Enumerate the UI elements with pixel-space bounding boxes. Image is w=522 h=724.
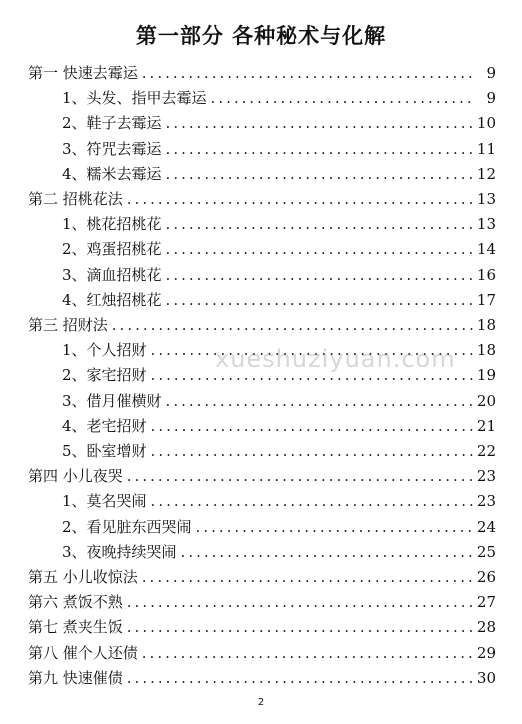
- toc-entry-page-number: 21: [476, 416, 496, 435]
- page-title: 第一部分 各种秘术与化解: [135, 24, 387, 48]
- toc-entry-page-number: 28: [476, 618, 496, 637]
- toc-entry[interactable]: [28, 314, 496, 338]
- toc-entry-label: 2、家宅招财: [62, 366, 147, 385]
- toc-entry-page-number: 9: [486, 64, 496, 82]
- toc-entry[interactable]: [28, 642, 496, 666]
- toc-dot-leader: [151, 417, 473, 435]
- toc-entry-page-number: 20: [476, 391, 496, 410]
- toc-entry-label: 1、个人招财: [62, 341, 147, 360]
- toc-dot-leader: [166, 291, 473, 309]
- watermark-text: xueshuziyuan.com: [215, 345, 456, 373]
- toc-dot-leader: [142, 64, 476, 82]
- toc-entry-label: 1、桃花招桃花: [62, 215, 162, 234]
- toc-entry-page-number: 25: [476, 542, 496, 561]
- toc-entry[interactable]: [28, 591, 496, 615]
- toc-entry-page-number: 14: [476, 240, 496, 259]
- toc-dot-leader: [142, 568, 473, 586]
- toc-entry-page-number: 29: [476, 643, 496, 662]
- toc-entry-page-number: 13: [476, 190, 496, 208]
- toc-dot-leader: [181, 543, 473, 561]
- toc-dot-leader: [127, 669, 473, 687]
- toc-entry-page-number: 18: [476, 341, 496, 360]
- toc-dot-leader: [142, 644, 473, 662]
- toc-entry-page-number: 17: [476, 290, 496, 309]
- toc-entry[interactable]: [62, 390, 496, 414]
- toc-entry-label: 第二 招桃花法: [28, 190, 123, 208]
- toc-entry-label: 3、借月催横财: [62, 391, 162, 410]
- toc-entry[interactable]: [62, 163, 496, 187]
- toc-entry[interactable]: [62, 415, 496, 439]
- toc-dot-leader: [151, 492, 473, 510]
- toc-entry-label: 第一 快速去霉运: [28, 64, 138, 82]
- toc-dot-leader: [166, 114, 473, 132]
- toc-entry[interactable]: [28, 62, 496, 86]
- toc-dot-leader: [166, 266, 473, 284]
- toc-entry-label: 4、红烛招桃花: [62, 290, 162, 309]
- toc-dot-leader: [166, 215, 473, 233]
- toc-entry-label: 2、鞋子去霉运: [62, 114, 162, 133]
- toc-entry-label: 第四 小儿夜哭: [28, 467, 123, 486]
- toc-entry[interactable]: [62, 440, 496, 464]
- toc-entry[interactable]: [28, 465, 496, 489]
- toc-entry-page-number: 22: [476, 442, 496, 460]
- toc-entry-page-number: 23: [476, 492, 496, 511]
- toc-entry[interactable]: [28, 566, 496, 590]
- toc-dot-leader: [151, 442, 473, 460]
- toc-dot-leader: [166, 140, 473, 158]
- toc-entry-label: 第六 煮饭不熟: [28, 593, 123, 612]
- toc-entry-label: 4、老宅招财: [62, 416, 147, 435]
- toc-entry-page-number: 10: [476, 114, 496, 133]
- toc-dot-leader: [112, 316, 473, 334]
- toc-entry[interactable]: [28, 616, 496, 640]
- toc-entry-label: 第八 催个人还债: [28, 643, 138, 662]
- toc-entry-page-number: 23: [476, 467, 496, 486]
- toc-entry-page-number: 12: [476, 164, 496, 183]
- toc-entry-label: 3、滴血招桃花: [62, 265, 162, 284]
- toc-dot-leader: [211, 89, 476, 107]
- toc-entry[interactable]: [62, 516, 496, 540]
- toc-entry[interactable]: [62, 490, 496, 514]
- toc-entry-page-number: 30: [476, 668, 496, 687]
- toc-entry-label: 第三 招财法: [28, 316, 108, 334]
- toc-dot-leader: [127, 467, 473, 485]
- toc-entry[interactable]: [28, 188, 496, 212]
- toc-entry-label: 2、看见脏东西哭闹: [62, 517, 192, 536]
- toc-entry-label: 3、夜晚持续哭闹: [62, 542, 177, 561]
- toc-entry-page-number: 16: [476, 265, 496, 284]
- toc-entry[interactable]: [62, 213, 496, 237]
- toc-entry-page-number: 13: [476, 215, 496, 234]
- toc-entry-label: 第七 煮夹生饭: [28, 618, 123, 637]
- toc-entry-label: 2、鸡蛋招桃花: [62, 240, 162, 259]
- toc-entry-label: 第五 小儿收惊法: [28, 568, 138, 586]
- toc-entry[interactable]: [62, 541, 496, 565]
- toc-entry-label: 第九 快速催债: [28, 668, 123, 687]
- toc-dot-leader: [127, 618, 473, 636]
- toc-dot-leader: [166, 165, 473, 183]
- toc-entry[interactable]: [62, 289, 496, 313]
- toc-dot-leader: [127, 593, 473, 611]
- toc-entry[interactable]: [62, 138, 496, 162]
- toc-entry-page-number: 11: [476, 139, 496, 158]
- toc-dot-leader: [196, 518, 473, 536]
- toc-entry-label: 4、糯米去霉运: [62, 164, 162, 183]
- toc-entry-page-number: 27: [476, 593, 496, 612]
- toc-entry[interactable]: [62, 112, 496, 136]
- toc-dot-leader: [127, 190, 473, 208]
- toc-entry[interactable]: [62, 87, 496, 111]
- toc-entry-page-number: 19: [476, 366, 496, 385]
- toc-entry-page-number: 24: [476, 517, 496, 536]
- toc-entry[interactable]: [62, 264, 496, 288]
- toc-entry-label: 1、莫名哭闹: [62, 492, 147, 511]
- toc-entry-label: 1、头发、指甲去霉运: [62, 89, 207, 108]
- toc-dot-leader: [166, 392, 473, 410]
- toc-entry[interactable]: [62, 238, 496, 262]
- toc-entry-label: 5、卧室增财: [62, 442, 147, 460]
- toc-entry-page-number: 26: [476, 568, 496, 586]
- toc-entry-page-number: 9: [486, 89, 496, 108]
- toc-entry[interactable]: [28, 667, 496, 691]
- toc-entry-page-number: 18: [476, 316, 496, 334]
- toc-entry-label: 3、符咒去霉运: [62, 139, 162, 158]
- toc-dot-leader: [166, 240, 473, 258]
- footer-page-number: 2: [257, 697, 265, 708]
